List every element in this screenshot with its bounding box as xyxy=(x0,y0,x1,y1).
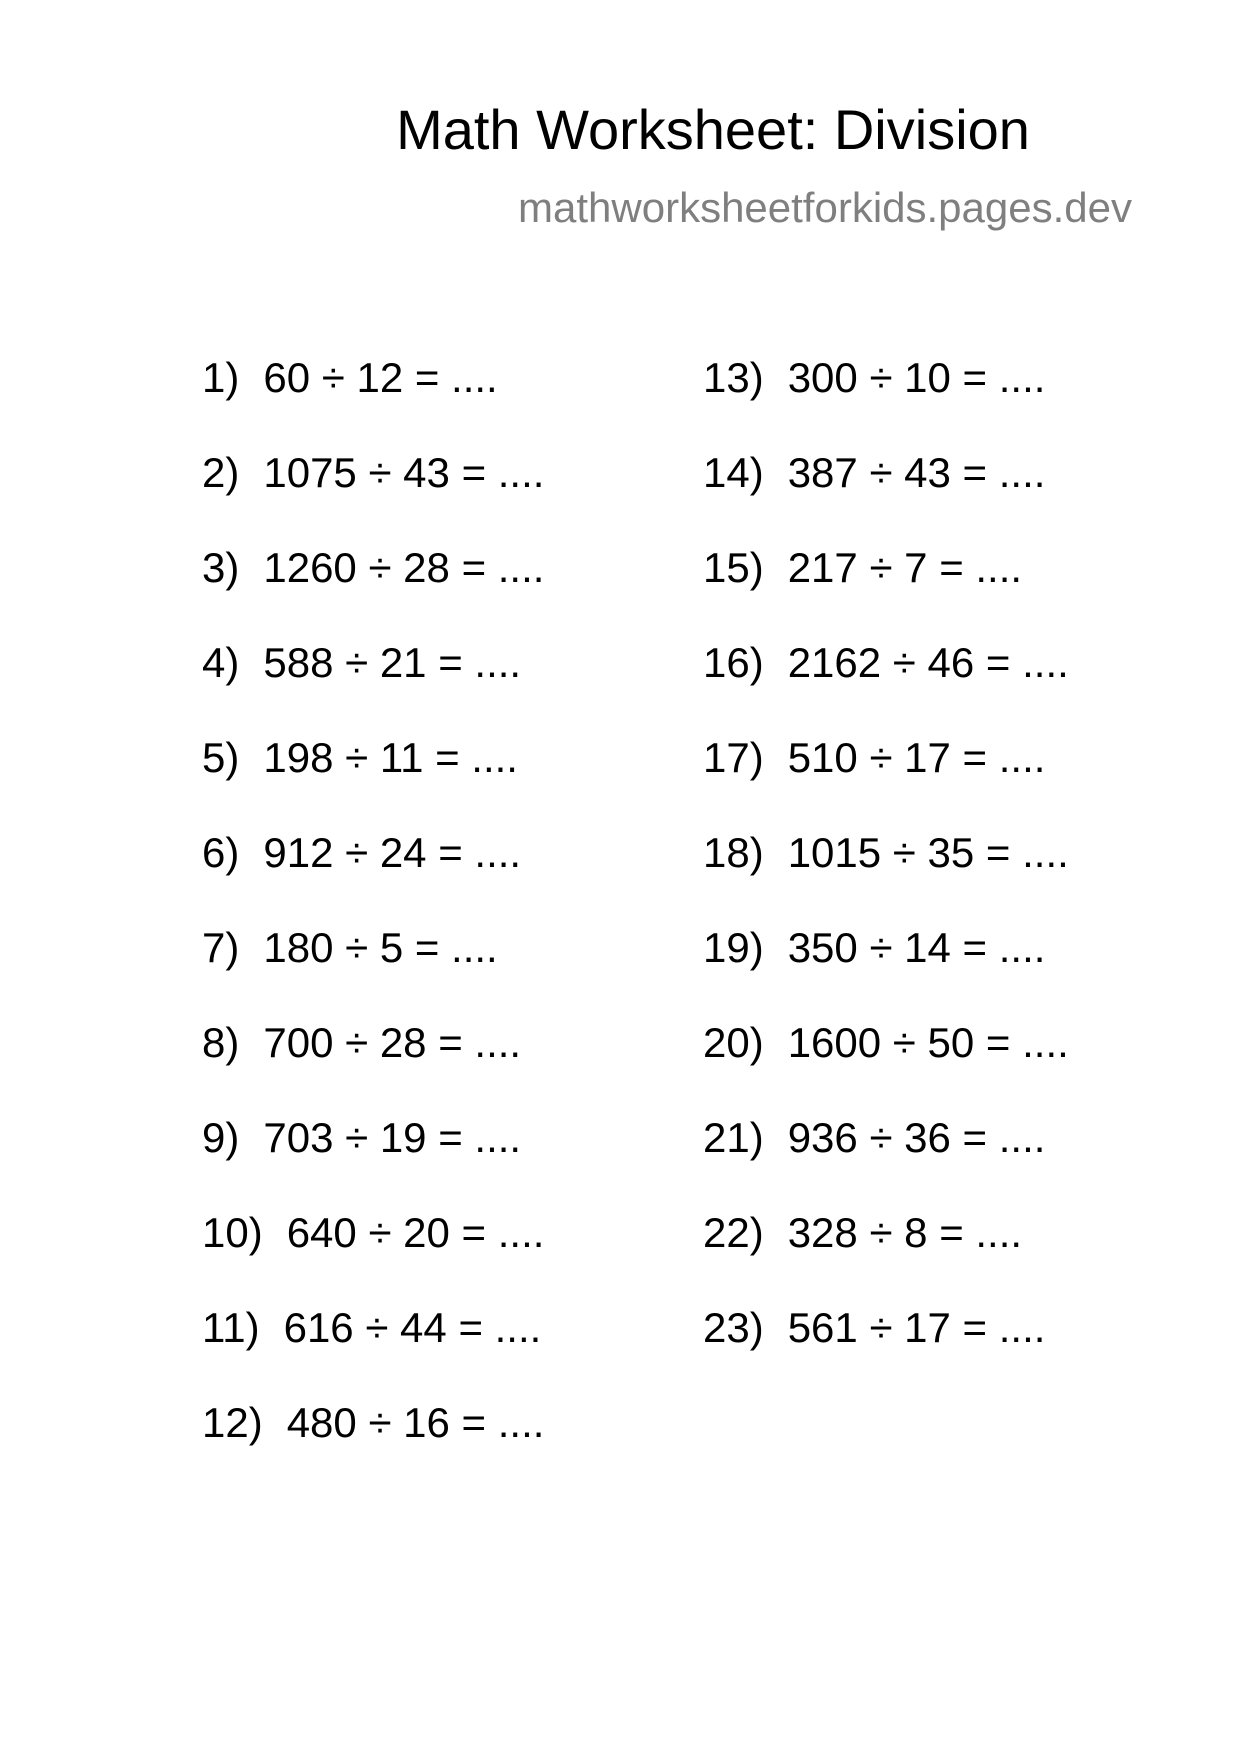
problem-number: 2) xyxy=(202,449,240,496)
problem-number: 1) xyxy=(202,354,240,401)
problem-number: 6) xyxy=(202,829,240,876)
problem-number: 10) xyxy=(202,1209,263,1256)
problem-expression: 2162 ÷ 46 = .... xyxy=(787,639,1069,686)
problem-expression: 700 ÷ 28 = .... xyxy=(263,1019,522,1066)
problem-number: 5) xyxy=(202,734,240,781)
problem-item xyxy=(703,918,1045,978)
problem-expression: 1015 ÷ 35 = .... xyxy=(787,829,1069,876)
problem-number: 11) xyxy=(202,1304,260,1351)
problem-expression: 180 ÷ 5 = .... xyxy=(263,924,498,971)
problem-expression: 328 ÷ 8 = .... xyxy=(787,1209,1023,1256)
problem-number: 13) xyxy=(703,354,764,401)
problem-number: 9) xyxy=(202,1114,240,1161)
problem-item xyxy=(202,728,518,788)
problem-number: 17) xyxy=(703,734,764,781)
problem-item xyxy=(703,633,1069,693)
problem-expression: 510 ÷ 17 = .... xyxy=(787,734,1046,781)
problem-expression: 198 ÷ 11 = .... xyxy=(263,734,518,781)
problem-expression: 217 ÷ 7 = .... xyxy=(787,544,1023,591)
problem-item xyxy=(703,728,1045,788)
problem-number: 19) xyxy=(703,924,764,971)
problem-expression: 912 ÷ 24 = .... xyxy=(263,829,522,876)
problem-number: 14) xyxy=(703,449,764,496)
problem-item xyxy=(202,1298,541,1358)
problem-expression: 387 ÷ 43 = .... xyxy=(787,449,1046,496)
problem-expression: 1600 ÷ 50 = .... xyxy=(787,1019,1069,1066)
problem-number: 12) xyxy=(202,1399,263,1446)
problem-item xyxy=(703,823,1069,883)
problem-number: 18) xyxy=(703,829,764,876)
problem-item xyxy=(703,348,1045,408)
problem-item xyxy=(703,1203,1022,1263)
problem-item xyxy=(202,1203,544,1263)
problem-expression: 1075 ÷ 43 = .... xyxy=(263,449,545,496)
problem-expression: 936 ÷ 36 = .... xyxy=(787,1114,1046,1161)
problem-number: 15) xyxy=(703,544,764,591)
problem-item xyxy=(202,1108,521,1168)
source-url: mathworksheetforkids.pages.dev xyxy=(518,184,1132,231)
problem-expression: 350 ÷ 14 = .... xyxy=(787,924,1046,971)
problem-item xyxy=(202,1393,544,1453)
problem-number: 20) xyxy=(703,1019,764,1066)
problem-item xyxy=(202,538,544,598)
problem-item xyxy=(703,443,1045,503)
problem-expression: 300 ÷ 10 = .... xyxy=(787,354,1046,401)
problem-number: 4) xyxy=(202,639,240,686)
problem-expression: 703 ÷ 19 = .... xyxy=(263,1114,522,1161)
problem-item xyxy=(202,823,521,883)
page-title: Math Worksheet: Division xyxy=(396,98,1030,161)
problem-expression: 616 ÷ 44 = .... xyxy=(283,1304,542,1351)
problem-number: 8) xyxy=(202,1019,240,1066)
problem-item xyxy=(202,633,521,693)
problem-expression: 1260 ÷ 28 = .... xyxy=(263,544,545,591)
problem-number: 21) xyxy=(703,1114,764,1161)
problem-item xyxy=(703,538,1022,598)
problem-item xyxy=(703,1013,1069,1073)
problem-number: 23) xyxy=(703,1304,764,1351)
problem-expression: 60 ÷ 12 = .... xyxy=(263,354,498,401)
problem-expression: 480 ÷ 16 = .... xyxy=(286,1399,545,1446)
problem-expression: 588 ÷ 21 = .... xyxy=(263,639,522,686)
problem-item xyxy=(703,1108,1045,1168)
problem-item xyxy=(202,348,498,408)
problem-number: 7) xyxy=(202,924,240,971)
problem-item xyxy=(202,443,544,503)
problem-number: 3) xyxy=(202,544,240,591)
problem-item xyxy=(202,1013,521,1073)
problem-expression: 640 ÷ 20 = .... xyxy=(286,1209,545,1256)
problem-item xyxy=(703,1298,1045,1358)
problem-expression: 561 ÷ 17 = .... xyxy=(787,1304,1046,1351)
problem-number: 16) xyxy=(703,639,764,686)
problem-number: 22) xyxy=(703,1209,764,1256)
problem-item xyxy=(202,918,498,978)
